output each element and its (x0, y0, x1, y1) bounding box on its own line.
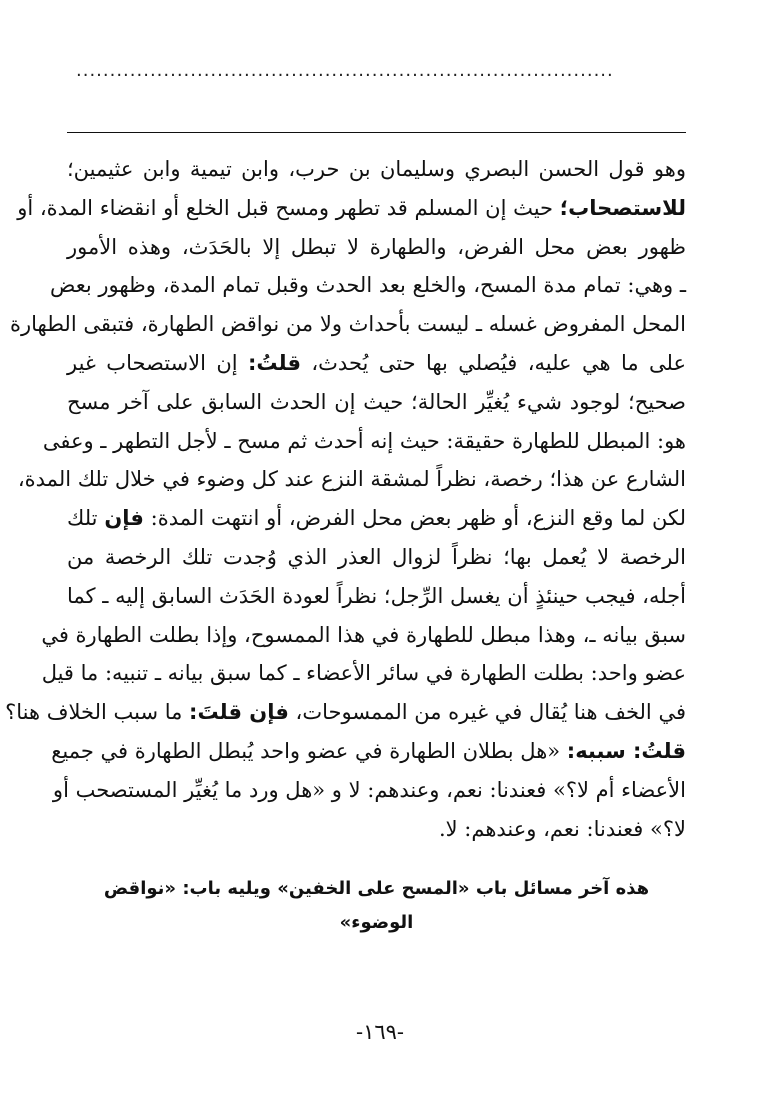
text-line: عضو واحد: بطلت الطهارة في سائر الأعضاء ـ كما سبق بيانه ـ تنبيه: ما قيل (41, 661, 686, 686)
bold-term: قلتُ: (248, 350, 301, 375)
text-line: صحيح؛ لوجود شيء يُغيِّر الحالة؛ حيث إن الحدث السابق على آخر مسح (67, 389, 686, 414)
text-line: أجله، فيجب حينئذٍ أن يغسل الرِّجل؛ نظراً لعودة الحَدَث السابق إليه ـ كما (67, 583, 686, 608)
horizontal-rule (67, 132, 686, 133)
bold-term: فإن (104, 506, 144, 531)
text-line: لكن لما وقع النزع، أو ظهر بعض محل الفرض، أو انتهت المدة: فإن تلك (67, 506, 687, 531)
text-line: ـ وهي: تمام مدة المسح، والخلع بعد الحدث وقبل تمام المدة، وظهور بعض (50, 273, 686, 298)
text-line: وهو قول الحسن البصري وسليمان بن حرب، وابن تيمية وابن عثيمين؛ (67, 157, 686, 181)
dotted-separator: ................................................................................ (76, 60, 614, 81)
chapter-closing-note: هذه آخر مسائل باب «المسح على الخفين» ويليه باب: «نواقض الوضوء» (103, 878, 650, 933)
text-line: لا؟» فعندنا: نعم، وعندهم: لا. (438, 816, 686, 841)
bold-term: قلتُ: سببه: (566, 738, 686, 763)
text-line: للاستصحاب؛ حيث إن المسلم قد تطهر ومسح قبل الخلع أو انقضاء المدة، أو (17, 195, 686, 220)
text-line: على ما هي عليه، فيُصلي بها حتى يُحدث، قلتُ: إن الاستصحاب غير (67, 350, 686, 375)
bold-term: فإن قلتَ: (189, 700, 289, 725)
text-line: المحل المفروض غسله ـ ليست بأحداث ولا من نواقض الطهارة، فتبقى الطهارة (9, 312, 686, 337)
text-line: قلتُ: سببه: «هل بطلان الطهارة في عضو واحد يُبطل الطهارة في جميع (51, 738, 686, 763)
text-line: ظهور بعض محل الفرض، والطهارة لا تبطل إلا بالحَدَث، وهذه الأمور (67, 234, 686, 259)
text-line: الشارع عن هذا؛ رخصة، نظراً لمشقة النزع عند كل وضوء في خلال تلك المدة، (17, 467, 686, 492)
bold-term: للاستصحاب؛ (559, 195, 686, 220)
text-line: الأعضاء أم لا؟» فعندنا: نعم، وعندهم: لا و «هل ورد ما يُغيِّر المستصحب أو (52, 777, 686, 802)
text-line: في الخف هنا يُقال في غيره من الممسوحات، فإن قلتَ: ما سبب الخلاف هنا؟ (5, 700, 686, 725)
main-paragraph (5, 150, 687, 848)
page-number: -١٦٩- (355, 1020, 405, 1044)
text-line: سبق بيانه ـ، وهذا مبطل للطهارة في هذا الممسوح، وإذا بطلت الطهارة في (41, 622, 686, 647)
text-line: الرخصة لا يُعمل بها؛ نظراً لزوال العذر الذي وُجدت تلك الرخصة من (67, 544, 686, 569)
text-line: هو: المبطل للطهارة حقيقة: حيث إنه أحدث ثم مسح ـ لأجل التطهر ـ وعفى (42, 428, 686, 453)
